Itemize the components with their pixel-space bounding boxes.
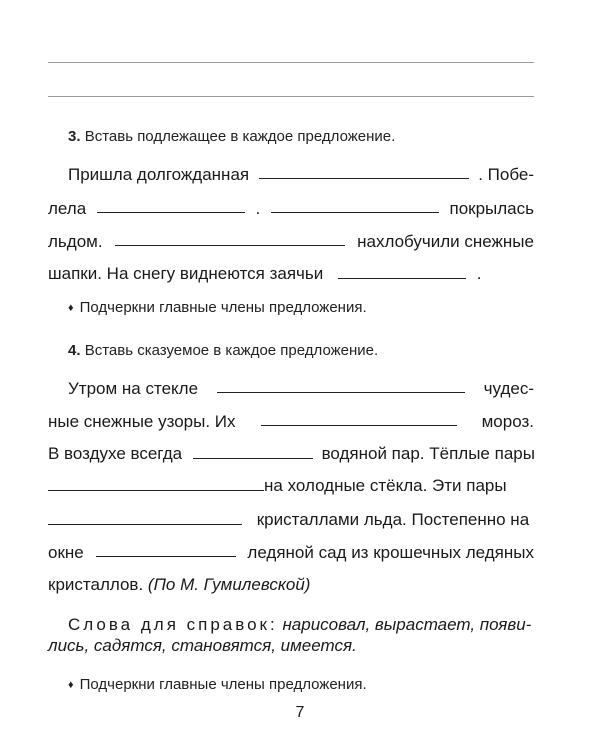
text-fragment: . xyxy=(255,199,261,218)
text-fragment: . Побе- xyxy=(478,165,534,184)
blank-field[interactable] xyxy=(261,410,457,426)
task-3-line-2 xyxy=(48,197,534,221)
task-3-line-4 xyxy=(48,262,534,286)
text-fragment: окне xyxy=(48,543,84,562)
answer-line xyxy=(48,62,534,63)
task-number: 3. xyxy=(68,128,81,145)
text-fragment: Пришла долгожданная xyxy=(68,165,250,184)
task-4-line-2 xyxy=(48,410,534,434)
text-fragment: ледяной сад из крошечных ледяных xyxy=(247,543,534,562)
task-instruction: Вставь подлежащее в каждое предложение. xyxy=(84,128,396,145)
page-number: 7 xyxy=(295,704,305,721)
task-4-line-7 xyxy=(48,573,534,597)
blank-field[interactable] xyxy=(338,263,466,279)
blank-field[interactable] xyxy=(271,197,439,213)
text-fragment: мороз. xyxy=(481,412,534,431)
text-fragment: льдом. xyxy=(48,232,103,251)
task-4-line-3 xyxy=(48,442,534,466)
task-4-line-1 xyxy=(68,377,534,401)
text-fragment: . xyxy=(476,264,482,283)
task-3-note xyxy=(68,299,367,316)
reference-words-line-2: лись, садятся, становятся, имеется. xyxy=(48,636,357,655)
blank-field[interactable] xyxy=(259,163,469,179)
task-3-header xyxy=(68,128,395,145)
blank-field[interactable] xyxy=(97,197,245,213)
task-number: 4. xyxy=(68,342,81,359)
task-3-line-1 xyxy=(68,163,534,187)
text-fragment: Утром на стекле xyxy=(68,379,199,398)
answer-line xyxy=(48,96,534,97)
diamond-bullet-icon: ♦ xyxy=(68,302,74,314)
reference-words: нарисовал, вырастает, появи- xyxy=(282,615,532,634)
task-4-header xyxy=(68,342,378,359)
text-fragment: шапки. На снегу виднеются заячьи xyxy=(48,264,324,283)
text-fragment: кристаллами льда. Постепенно на xyxy=(256,510,530,529)
text-fragment: нахлобучили снежные xyxy=(357,232,534,251)
task-instruction: Вставь сказуемое в каждое предложение. xyxy=(84,342,379,359)
task-4-note xyxy=(68,676,367,693)
blank-field[interactable] xyxy=(96,541,236,557)
blank-field[interactable] xyxy=(193,443,313,459)
blank-field[interactable] xyxy=(48,509,242,525)
reference-label: Слова для справок: xyxy=(68,615,278,634)
text-fragment: чудес- xyxy=(483,379,534,398)
note-text: Подчеркни главные члены предложения. xyxy=(79,299,367,316)
text-fragment: на холодные стёкла. Эти пары xyxy=(264,476,507,495)
text-fragment: водяной пар. Тёплые пары xyxy=(321,444,535,463)
text-fragment: кристаллов. xyxy=(48,575,144,594)
blank-field[interactable] xyxy=(48,475,264,491)
blank-field[interactable] xyxy=(115,230,345,246)
text-fragment: лела xyxy=(48,199,87,218)
text-fragment: ные снежные узоры. Их xyxy=(48,412,236,431)
blank-field[interactable] xyxy=(217,377,465,393)
text-fragment: покрылась xyxy=(449,199,534,218)
task-3-line-3 xyxy=(48,230,534,254)
task-4-line-6 xyxy=(48,541,534,565)
diamond-bullet-icon: ♦ xyxy=(68,679,74,691)
note-text: Подчеркни главные члены предложения. xyxy=(79,676,367,693)
source-citation: (По М. Гумилевской) xyxy=(147,575,311,594)
task-4-line-4 xyxy=(48,474,534,498)
task-4-line-5 xyxy=(48,508,534,532)
text-fragment: В воздухе всегда xyxy=(48,444,183,463)
